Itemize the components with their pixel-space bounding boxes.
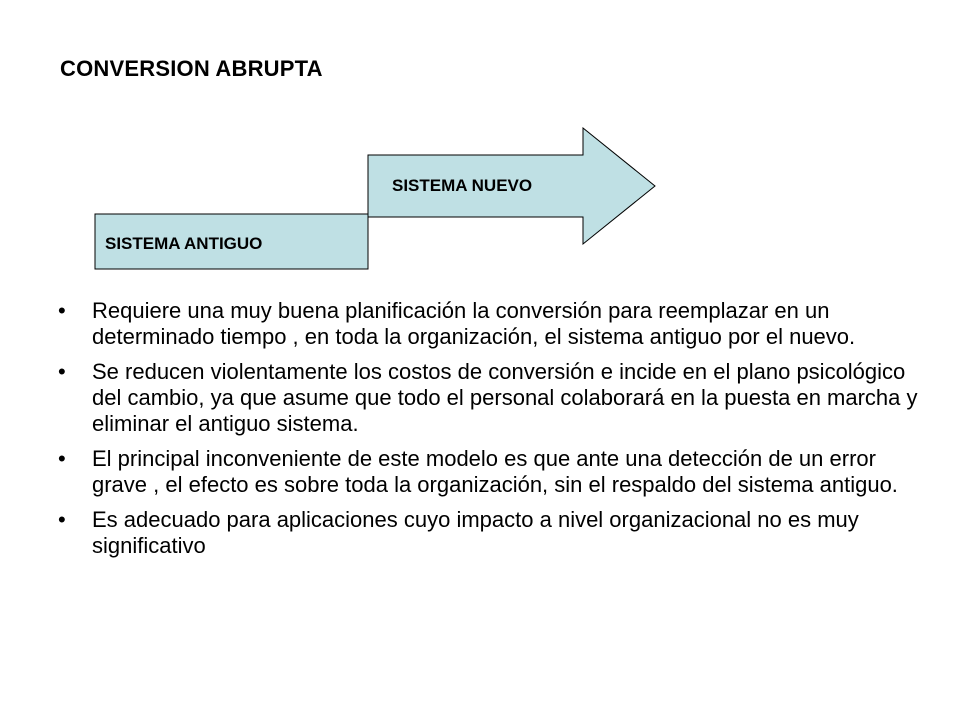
bullet-marker: •	[58, 507, 66, 532]
bullet-text-2: Se reducen violentamente los costos de conversión e incide en el plano psicológico del cambio, ya que asume que todo el personal colaborará en la puesta en marcha y eliminar el antiguo sistema.	[92, 359, 918, 436]
bullet-text-1: Requiere una muy buena planificación la conversión para reemplazar en un determinado tiempo , en toda la organización, el sistema antiguo por el nuevo.	[92, 298, 856, 349]
bullet-item-2	[58, 359, 918, 437]
bullet-list	[58, 298, 918, 568]
conversion-diagram	[0, 0, 960, 300]
bullet-marker: •	[58, 446, 66, 471]
bullet-marker: •	[58, 298, 66, 323]
slide-title: CONVERSION ABRUPTA	[60, 56, 323, 81]
old-system-label: SISTEMA ANTIGUO	[105, 234, 263, 253]
new-system-arrow	[368, 128, 655, 244]
bullet-text-4: Es adecuado para aplicaciones cuyo impacto a nivel organizacional no es muy significativo	[92, 507, 859, 558]
new-system-label: SISTEMA NUEVO	[392, 176, 533, 195]
old-system-box	[95, 214, 368, 269]
bullet-item-1	[58, 298, 918, 350]
bullet-item-4	[58, 507, 918, 559]
bullet-text-3: El principal inconveniente de este modelo es que ante una detección de un error grave , el efecto es sobre toda la organización, sin el respaldo del sistema antiguo.	[92, 446, 898, 497]
bullet-item-3	[58, 446, 918, 498]
bullet-marker: •	[58, 359, 66, 384]
